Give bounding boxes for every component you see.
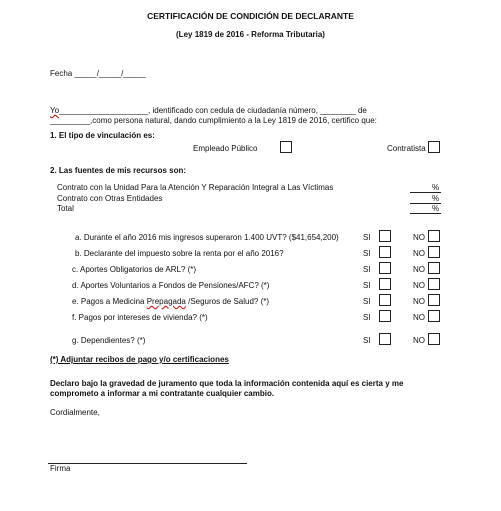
question-text: d. Aportes Voluntarios a Fondos de Pensiones/AFC? (*) — [72, 281, 270, 290]
question-text-pre: e. Pagos a Medicina — [72, 297, 147, 306]
fuente-row-line[interactable] — [410, 213, 441, 214]
si-checkbox[interactable] — [379, 278, 391, 290]
question-text: a. Durante el año 2016 mis ingresos superaron 1.400 UVT? ($41,654,200) — [75, 233, 339, 242]
fuente-row-line[interactable] — [410, 192, 441, 193]
intro-line-2[interactable]: _________,como persona natural, dando cumplimiento a la Ley 1819 de 2016, certifico que: — [50, 116, 377, 125]
fuente-row-unit: % — [432, 204, 440, 213]
no-label: NO — [413, 313, 425, 322]
q1-label: 1. El tipo de vinculación es: — [50, 131, 155, 140]
yo-word: Yo — [50, 106, 60, 115]
question-text: c. Aportes Obligatorios de ARL? (*) — [72, 265, 197, 274]
no-checkbox[interactable] — [428, 333, 440, 345]
si-checkbox[interactable] — [379, 246, 391, 258]
si-label: SI — [363, 297, 371, 306]
document-subtitle: (Ley 1819 de 2016 - Reforma Tributaria) — [176, 30, 325, 39]
attachment-note: (*) Adjuntar recibos de pago y/o certificaciones — [50, 355, 229, 364]
fuente-row-label: Total — [57, 204, 74, 213]
fuente-row-unit: % — [432, 194, 440, 203]
si-checkbox[interactable] — [379, 333, 391, 345]
contratista-label: Contratista — [387, 144, 426, 153]
fuente-row-label: Contrato con la Unidad Para la Atención Y Reparación Integral a Las Víctimas — [57, 183, 334, 192]
question-text: f. Pagos por intereses de vivienda? (*) — [72, 313, 208, 322]
no-label: NO — [413, 233, 425, 242]
signature-label: Firma — [50, 464, 71, 473]
fuente-row-unit: % — [432, 183, 440, 192]
no-checkbox[interactable] — [428, 294, 440, 306]
no-checkbox[interactable] — [428, 278, 440, 290]
prepagada-word: Prepagada — [146, 297, 186, 306]
intro-line-1-rest[interactable]: ____________________, identificado con cedula de ciudadanía número, ________ de — [59, 106, 367, 115]
si-checkbox[interactable] — [379, 294, 391, 306]
no-checkbox[interactable] — [428, 246, 440, 258]
q2-label: 2. Las fuentes de mis recursos son: — [50, 166, 187, 175]
no-label: NO — [413, 297, 425, 306]
contratista-checkbox[interactable] — [428, 141, 440, 153]
empleado-label: Empleado Público — [193, 144, 258, 153]
declaration-line-2: comprometo a informar a mi contratante cualquier cambio. — [50, 389, 275, 398]
declaration-line-1: Declaro bajo la gravedad de juramento que toda la información contenida aquí es cierta y me — [50, 379, 404, 388]
si-checkbox[interactable] — [379, 262, 391, 274]
si-label: SI — [363, 313, 371, 322]
no-label: NO — [413, 265, 425, 274]
si-checkbox[interactable] — [379, 230, 391, 242]
no-checkbox[interactable] — [428, 230, 440, 242]
closing-text: Cordialmente, — [50, 408, 100, 417]
si-label: SI — [363, 249, 371, 258]
no-label: NO — [413, 281, 425, 290]
fecha-field[interactable]: Fecha _____/_____/_____ — [50, 69, 146, 78]
no-label: NO — [413, 249, 425, 258]
no-label: NO — [413, 336, 425, 345]
si-label: SI — [363, 281, 371, 290]
question-text — [72, 297, 269, 306]
no-checkbox[interactable] — [428, 310, 440, 322]
fuente-row-label: Contrato con Otras Entidades — [57, 194, 163, 203]
empleado-checkbox[interactable] — [280, 141, 292, 153]
si-checkbox[interactable] — [379, 310, 391, 322]
no-checkbox[interactable] — [428, 262, 440, 274]
document-title: CERTIFICACIÓN DE CONDICIÓN DE DECLARANTE — [147, 11, 354, 21]
intro-line-1 — [50, 106, 427, 115]
si-label: SI — [363, 233, 371, 242]
si-label: SI — [363, 336, 371, 345]
si-label: SI — [363, 265, 371, 274]
question-text: g. Dependientes? (*) — [72, 336, 146, 345]
question-text: b. Declarante del impuesto sobre la renta por el año 2016? — [75, 249, 284, 258]
question-text-post: /Seguros de Salud? (*) — [185, 297, 270, 306]
signature-line[interactable] — [48, 463, 247, 464]
